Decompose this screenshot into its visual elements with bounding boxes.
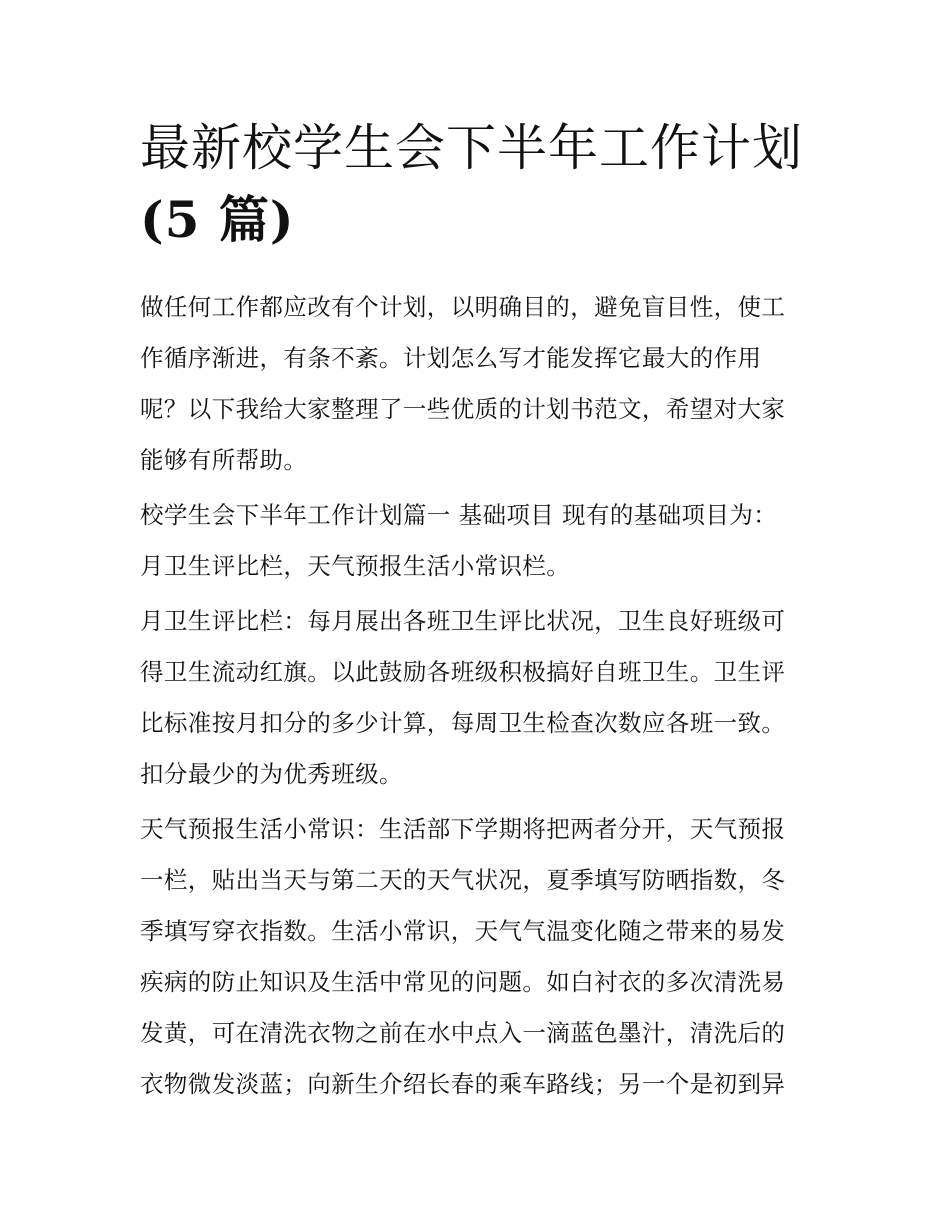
text-line: 得卫生流动红旗。以此鼓励各班级积极搞好自班卫生。卫生评 <box>140 658 786 686</box>
document-body <box>140 282 815 1110</box>
text-line: 呢？以下我给大家整理了一些优质的计划书范文，希望对大家 <box>140 395 786 423</box>
text-line: 衣物微发淡蓝；向新生介绍长春的乘车路线；另一个是初到异 <box>140 1070 786 1098</box>
text-line: 疾病的防止知识及生活中常见的问题。如白衬衣的多次清洗易 <box>140 968 786 996</box>
text-line: 月卫生评比栏，天气预报生活小常识栏。 <box>140 552 571 580</box>
text-line: 校学生会下半年工作计划篇一 基础项目 现有的基础项目为： <box>140 501 778 529</box>
paragraph <box>140 282 815 486</box>
paragraph <box>140 804 815 1110</box>
text-line: 扣分最少的为优秀班级。 <box>140 760 403 788</box>
text-line: 做任何工作都应改有个计划，以明确目的，避免盲目性，使工 <box>140 293 786 321</box>
text-line: 比标准按月扣分的多少计算，每周卫生检查次数应各班一致。 <box>140 709 786 737</box>
text-line: 天气预报生活小常识：生活部下学期将把两者分开，天气预报 <box>140 815 786 843</box>
text-line: 作循序渐进，有条不紊。计划怎么写才能发挥它最大的作用 <box>140 344 762 372</box>
text-line: 一栏，贴出当天与第二天的天气状况，夏季填写防晒指数，冬 <box>140 866 786 894</box>
paragraph <box>140 596 815 800</box>
document-title <box>140 112 815 256</box>
text-line: 能够有所帮助。 <box>140 446 308 474</box>
text-line: 季填写穿衣指数。生活小常识，天气气温变化随之带来的易发 <box>140 917 786 945</box>
document-content <box>140 112 815 1114</box>
text-line: 发黄，可在清洗衣物之前在水中点入一滴蓝色墨汁，清洗后的 <box>140 1019 786 1047</box>
paragraph <box>140 490 815 592</box>
title-line: (5 篇) <box>140 190 295 249</box>
title-line: 最新校学生会下半年工作计划 <box>140 119 803 177</box>
text-line: 月卫生评比栏：每月展出各班卫生评比状况，卫生良好班级可 <box>140 607 786 635</box>
